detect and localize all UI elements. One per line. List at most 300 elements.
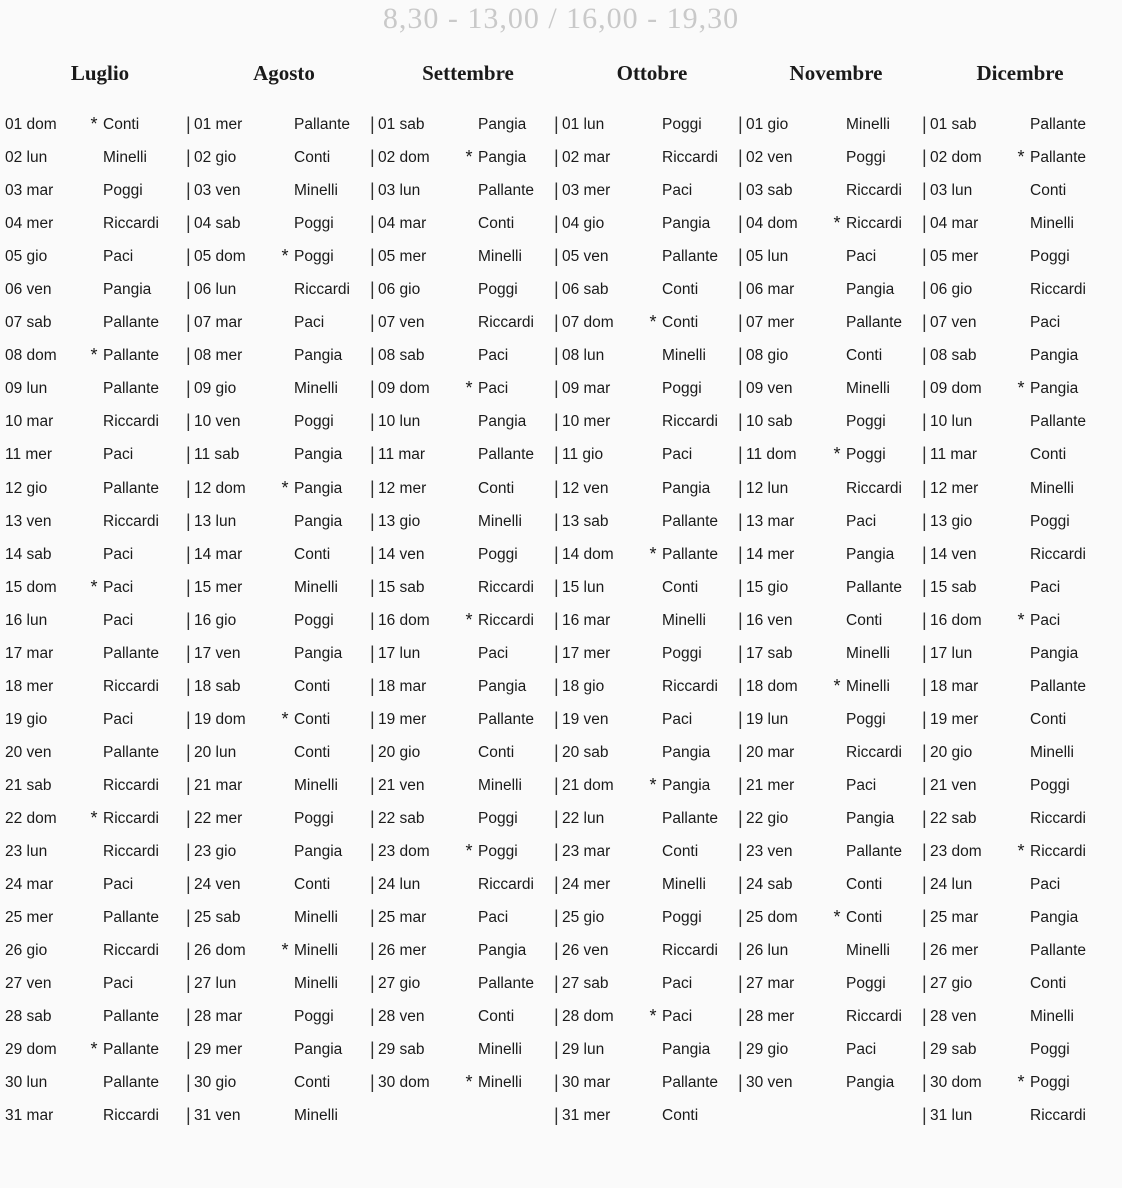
pharmacy-name: Paci: [662, 710, 693, 728]
day-row: [922, 604, 1106, 637]
day-row: [2, 901, 186, 934]
column-divider: |: [370, 510, 375, 531]
pharmacy-name: Riccardi: [294, 281, 350, 299]
day-row: [554, 306, 738, 339]
column-divider: |: [922, 411, 927, 432]
day-row: [2, 670, 186, 703]
pharmacy-name: Poggi: [294, 215, 334, 233]
day-date: 03 lun: [378, 182, 421, 200]
column-divider: |: [738, 114, 743, 135]
day-date: 23 ven: [746, 843, 793, 861]
column-divider: |: [738, 477, 743, 498]
day-date: 14 ven: [378, 545, 425, 563]
column-divider: |: [370, 808, 375, 828]
day-date: 18 mer: [5, 677, 54, 695]
day-row: [186, 934, 370, 967]
pharmacy-name: Minelli: [294, 182, 338, 200]
day-row: [186, 901, 370, 934]
day-row: [922, 207, 1106, 240]
day-row: [2, 1033, 186, 1066]
day-row: [370, 240, 554, 273]
column-divider: |: [370, 741, 375, 762]
day-date: 10 lun: [378, 413, 421, 431]
pharmacy-name: Paci: [846, 1041, 877, 1059]
day-date: 23 mar: [562, 843, 611, 861]
pharmacy-name: Conti: [478, 479, 515, 497]
column-divider: |: [922, 444, 927, 465]
column-divider: |: [554, 576, 559, 597]
day-date: 04 sab: [194, 215, 241, 233]
day-date: 30 lun: [5, 1074, 48, 1092]
pharmacy-name: Minelli: [1030, 215, 1074, 233]
day-row: [186, 703, 370, 736]
pharmacy-name: Paci: [478, 909, 509, 927]
pharmacy-name: Pangia: [662, 479, 711, 497]
column-divider: |: [738, 609, 743, 630]
column-divider: |: [370, 444, 375, 465]
day-row: [370, 207, 554, 240]
pharmacy-name: Minelli: [1030, 479, 1074, 497]
column-divider: |: [738, 246, 743, 267]
day-date: 17 lun: [378, 644, 421, 662]
column-divider: |: [922, 378, 927, 399]
day-date: 27 gio: [378, 975, 421, 993]
pharmacy-name: Minelli: [846, 380, 890, 398]
day-date: 14 mer: [746, 545, 795, 563]
pharmacy-name: Riccardi: [103, 677, 159, 695]
day-row: [2, 967, 186, 1000]
day-row: [2, 769, 186, 802]
pharmacy-name: Poggi: [1030, 776, 1070, 794]
column-divider: |: [738, 411, 743, 432]
pharmacy-name: Riccardi: [662, 942, 718, 960]
column-divider: |: [186, 147, 191, 168]
day-date: 31 ven: [194, 1107, 241, 1125]
column-divider: |: [554, 973, 559, 994]
day-date: 15 mer: [194, 578, 243, 596]
day-row: [186, 604, 370, 637]
pharmacy-name: Minelli: [294, 909, 338, 927]
column-divider: |: [554, 874, 559, 895]
day-row: [2, 835, 186, 868]
pharmacy-name: Pangia: [846, 545, 895, 563]
column-divider: |: [554, 841, 559, 862]
day-date: 22 dom: [5, 810, 57, 827]
pharmacy-name: Pallante: [662, 545, 719, 563]
pharmacy-name: Pallante: [478, 446, 535, 464]
pharmacy-name: Paci: [103, 876, 134, 894]
column-divider: |: [922, 808, 927, 828]
day-date: 30 dom: [378, 1074, 430, 1092]
day-row: [2, 339, 186, 372]
column-divider: |: [370, 675, 375, 696]
column-divider: |: [554, 411, 559, 432]
pharmacy-name: Poggi: [662, 909, 702, 927]
day-date: 23 gio: [194, 843, 237, 861]
pharmacy-name: Poggi: [662, 644, 702, 662]
pharmacy-name: Conti: [294, 710, 331, 728]
pharmacy-name: Conti: [294, 677, 331, 695]
pharmacy-name: Riccardi: [846, 479, 902, 497]
day-date: 22 mer: [194, 810, 243, 827]
pharmacy-name: Conti: [1030, 182, 1067, 200]
day-row: [2, 604, 186, 637]
day-date: 29 mer: [194, 1041, 243, 1059]
pharmacy-name: Pallante: [662, 512, 719, 530]
day-date: 21 ven: [378, 776, 425, 794]
pharmacy-name: Poggi: [662, 380, 702, 398]
day-date: 05 mer: [930, 248, 979, 266]
column-divider: |: [922, 1072, 927, 1093]
column-divider: |: [186, 1105, 191, 1126]
day-row: [186, 339, 370, 372]
day-date: 19 mer: [930, 710, 979, 728]
pharmacy-name: Paci: [103, 611, 134, 629]
column-divider: |: [554, 345, 559, 366]
day-date: 19 mer: [378, 710, 427, 728]
day-row: [370, 604, 554, 637]
day-row: [554, 934, 738, 967]
holiday-star-icon: *: [281, 477, 289, 498]
day-date: 15 sab: [378, 578, 425, 596]
day-date: 06 ven: [5, 281, 52, 299]
pharmacy-name: Pangia: [294, 479, 343, 497]
day-row: [738, 207, 922, 240]
pharmacy-name: Poggi: [478, 281, 518, 299]
day-date: 08 mer: [194, 347, 243, 365]
day-row: [554, 1066, 738, 1099]
pharmacy-name: Poggi: [294, 1008, 334, 1026]
column-divider: |: [186, 841, 191, 862]
day-date: 12 mer: [930, 479, 979, 497]
column-divider: |: [554, 675, 559, 696]
pharmacy-name: Riccardi: [478, 578, 534, 596]
column-divider: |: [922, 741, 927, 762]
pharmacy-name: Paci: [478, 380, 509, 398]
column-divider: |: [370, 279, 375, 300]
day-row: [738, 472, 922, 505]
column-divider: |: [186, 808, 191, 828]
day-row: [2, 802, 186, 835]
day-date: 12 dom: [194, 479, 246, 497]
day-row: [554, 438, 738, 471]
day-row: [554, 141, 738, 174]
pharmacy-name: Paci: [846, 248, 877, 266]
day-date: 19 lun: [746, 710, 789, 728]
day-row: [738, 670, 922, 703]
day-date: 06 sab: [562, 281, 609, 299]
day-row: [738, 339, 922, 372]
pharmacy-name: Pallante: [662, 248, 719, 266]
pharmacy-name: Riccardi: [662, 677, 718, 695]
column-divider: |: [186, 675, 191, 696]
day-date: 22 sab: [930, 810, 977, 827]
pharmacy-name: Conti: [294, 1074, 331, 1092]
pharmacy-name: Riccardi: [846, 215, 902, 233]
day-date: 23 lun: [5, 843, 48, 861]
column-divider: |: [922, 609, 927, 630]
column-divider: |: [186, 642, 191, 663]
pharmacy-name: Poggi: [846, 149, 886, 167]
column-divider: |: [922, 708, 927, 729]
day-row: [2, 240, 186, 273]
day-date: 19 ven: [562, 710, 609, 728]
day-row: [370, 273, 554, 306]
column-divider: |: [922, 1006, 927, 1027]
day-date: 17 ven: [194, 644, 241, 662]
day-date: 28 dom: [562, 1008, 614, 1026]
column-divider: |: [554, 774, 559, 795]
pharmacy-name: Pangia: [294, 843, 343, 861]
day-date: 11 mer: [5, 446, 53, 464]
day-row: [922, 438, 1106, 471]
day-row: [922, 273, 1106, 306]
day-row: [186, 108, 370, 141]
column-divider: |: [370, 708, 375, 729]
day-row: [186, 207, 370, 240]
pharmacy-name: Conti: [294, 743, 331, 761]
column-divider: |: [738, 940, 743, 961]
day-date: 02 mar: [562, 149, 611, 167]
column-divider: |: [738, 147, 743, 168]
column-divider: |: [554, 1039, 559, 1060]
column-divider: |: [554, 510, 559, 531]
pharmacy-name: Pallante: [103, 347, 160, 365]
pharmacy-name: Pallante: [103, 909, 160, 927]
holiday-star-icon: *: [833, 907, 841, 928]
day-date: 21 ven: [930, 776, 977, 794]
day-date: 08 dom: [5, 347, 57, 365]
pharmacy-name: Paci: [1030, 611, 1061, 629]
pharmacy-name: Conti: [846, 909, 883, 927]
pharmacy-name: Pangia: [478, 116, 527, 134]
day-date: 14 ven: [930, 545, 977, 563]
pharmacy-name: Riccardi: [1030, 810, 1086, 827]
column-divider: |: [370, 874, 375, 895]
day-row: [738, 835, 922, 868]
day-date: 15 lun: [562, 578, 605, 596]
day-row: [922, 967, 1106, 1000]
day-date: 25 sab: [194, 909, 241, 927]
day-row: [186, 736, 370, 769]
day-date: 24 sab: [746, 876, 793, 894]
day-date: 09 ven: [746, 380, 793, 398]
pharmacy-name: Paci: [478, 644, 509, 662]
day-date: 27 ven: [5, 975, 52, 993]
day-row: [738, 934, 922, 967]
day-row: [186, 868, 370, 901]
day-row: [738, 1066, 922, 1099]
day-date: 29 lun: [562, 1041, 605, 1059]
column-divider: |: [370, 543, 375, 564]
day-date: 20 gio: [930, 743, 973, 761]
pharmacy-name: Riccardi: [103, 776, 159, 794]
month-column-luglio: [2, 56, 186, 1132]
column-divider: |: [922, 477, 927, 498]
day-date: 16 ven: [746, 611, 793, 629]
pharmacy-name: Poggi: [1030, 248, 1070, 266]
column-divider: |: [554, 642, 559, 663]
pharmacy-name: Riccardi: [478, 876, 534, 894]
column-divider: |: [186, 180, 191, 201]
day-date: 18 mar: [930, 677, 979, 695]
day-date: 13 ven: [5, 512, 52, 530]
day-date: 25 dom: [746, 909, 798, 927]
day-date: 11 dom: [746, 446, 797, 464]
pharmacy-name: Pallante: [103, 743, 160, 761]
day-row: [922, 868, 1106, 901]
day-date: 31 mar: [5, 1107, 54, 1125]
column-divider: |: [554, 609, 559, 630]
pharmacy-name: Pangia: [294, 512, 343, 530]
day-row: [922, 769, 1106, 802]
column-divider: |: [186, 907, 191, 928]
column-divider: |: [554, 1105, 559, 1126]
day-date: 09 lun: [5, 380, 48, 398]
day-date: 26 ven: [562, 942, 609, 960]
day-date: 04 mar: [378, 215, 427, 233]
pharmacy-name: Conti: [294, 545, 331, 563]
day-date: 13 sab: [562, 512, 609, 530]
column-divider: |: [370, 774, 375, 795]
day-row: [2, 1099, 186, 1132]
day-row: [2, 108, 186, 141]
pharmacy-name: Poggi: [294, 413, 334, 431]
day-date: 13 gio: [930, 512, 973, 530]
pharmacy-name: Riccardi: [103, 1107, 159, 1125]
day-date: 29 sab: [930, 1041, 977, 1059]
day-date: 20 lun: [194, 743, 237, 761]
pharmacy-name: Pangia: [103, 281, 152, 299]
column-divider: |: [186, 1006, 191, 1027]
month-title: Novembre: [789, 61, 883, 85]
day-date: 08 sab: [930, 347, 977, 365]
column-divider: |: [922, 874, 927, 895]
column-divider: |: [554, 114, 559, 135]
day-row: [554, 472, 738, 505]
column-divider: |: [922, 279, 927, 300]
pharmacy-name: Conti: [478, 215, 515, 233]
day-date: 07 mar: [194, 314, 243, 332]
column-divider: |: [922, 312, 927, 333]
day-date: 26 dom: [194, 942, 246, 960]
pharmacy-name: Pallante: [1030, 677, 1087, 695]
pharmacy-name: Poggi: [662, 116, 702, 134]
column-divider: |: [186, 1072, 191, 1093]
day-date: 18 dom: [746, 677, 798, 695]
day-date: 02 gio: [194, 149, 237, 167]
pharmacy-name: Minelli: [478, 1041, 522, 1059]
day-date: 20 ven: [5, 743, 52, 761]
pharmacy-name: Conti: [662, 281, 699, 299]
day-date: 09 dom: [930, 380, 982, 398]
column-divider: |: [554, 708, 559, 729]
day-row: [922, 637, 1106, 670]
day-row: [2, 703, 186, 736]
day-date: 19 dom: [194, 710, 246, 728]
day-date: 03 mer: [562, 182, 611, 200]
column-divider: |: [738, 444, 743, 465]
day-date: 01 gio: [746, 116, 789, 134]
column-divider: |: [922, 147, 927, 168]
day-date: 26 gio: [5, 942, 48, 960]
column-divider: |: [922, 907, 927, 928]
day-date: 16 gio: [194, 611, 237, 629]
day-row: [922, 802, 1106, 835]
column-divider: |: [554, 741, 559, 762]
pharmacy-name: Poggi: [478, 810, 518, 827]
pharmacy-name: Conti: [478, 743, 515, 761]
column-divider: |: [922, 213, 927, 234]
day-date: 29 gio: [746, 1041, 789, 1059]
pharmacy-name: Poggi: [846, 710, 886, 728]
day-date: 09 mar: [562, 380, 611, 398]
day-row: [554, 240, 738, 273]
pharmacy-name: Paci: [103, 248, 134, 266]
day-row: [370, 141, 554, 174]
day-row: [554, 736, 738, 769]
pharmacy-name: Paci: [103, 578, 134, 596]
column-divider: |: [738, 642, 743, 663]
pharmacy-name: Minelli: [662, 876, 706, 894]
pharmacy-name: Pallante: [478, 710, 535, 728]
pharmacy-name: Conti: [1030, 710, 1067, 728]
day-row: [554, 1033, 738, 1066]
day-row: [186, 835, 370, 868]
day-date: 16 dom: [930, 611, 982, 629]
pharmacy-name: Minelli: [294, 776, 338, 794]
column-divider: |: [370, 378, 375, 399]
pharmacy-name: Minelli: [294, 975, 338, 993]
column-divider: |: [370, 114, 375, 135]
column-divider: |: [186, 477, 191, 498]
column-divider: |: [738, 378, 743, 399]
column-divider: |: [186, 741, 191, 762]
pharmacy-name: Conti: [294, 149, 331, 167]
day-date: 29 sab: [378, 1041, 425, 1059]
day-row: [370, 438, 554, 471]
column-divider: |: [738, 510, 743, 531]
column-divider: |: [554, 180, 559, 201]
column-divider: |: [186, 411, 191, 432]
day-row: [2, 141, 186, 174]
pharmacy-name: Minelli: [662, 347, 706, 365]
column-divider: |: [370, 907, 375, 928]
column-divider: |: [738, 213, 743, 234]
day-row: [738, 703, 922, 736]
pharmacy-name: Paci: [103, 545, 134, 563]
day-row: [922, 703, 1106, 736]
column-divider: |: [554, 1006, 559, 1027]
day-date: 24 lun: [378, 876, 421, 894]
column-divider: |: [370, 973, 375, 994]
day-row: [370, 1000, 554, 1033]
day-row: [738, 306, 922, 339]
column-divider: |: [922, 675, 927, 696]
day-date: 08 lun: [562, 347, 605, 365]
day-date: 04 gio: [562, 215, 605, 233]
pharmacy-name: Paci: [846, 776, 877, 794]
column-divider: |: [370, 477, 375, 498]
holiday-star-icon: *: [90, 808, 98, 828]
day-row: [738, 802, 922, 835]
day-row: [370, 339, 554, 372]
day-date: 26 mer: [378, 942, 427, 960]
column-divider: |: [554, 279, 559, 300]
column-divider: |: [370, 1039, 375, 1060]
column-divider: |: [554, 444, 559, 465]
day-row: [738, 141, 922, 174]
